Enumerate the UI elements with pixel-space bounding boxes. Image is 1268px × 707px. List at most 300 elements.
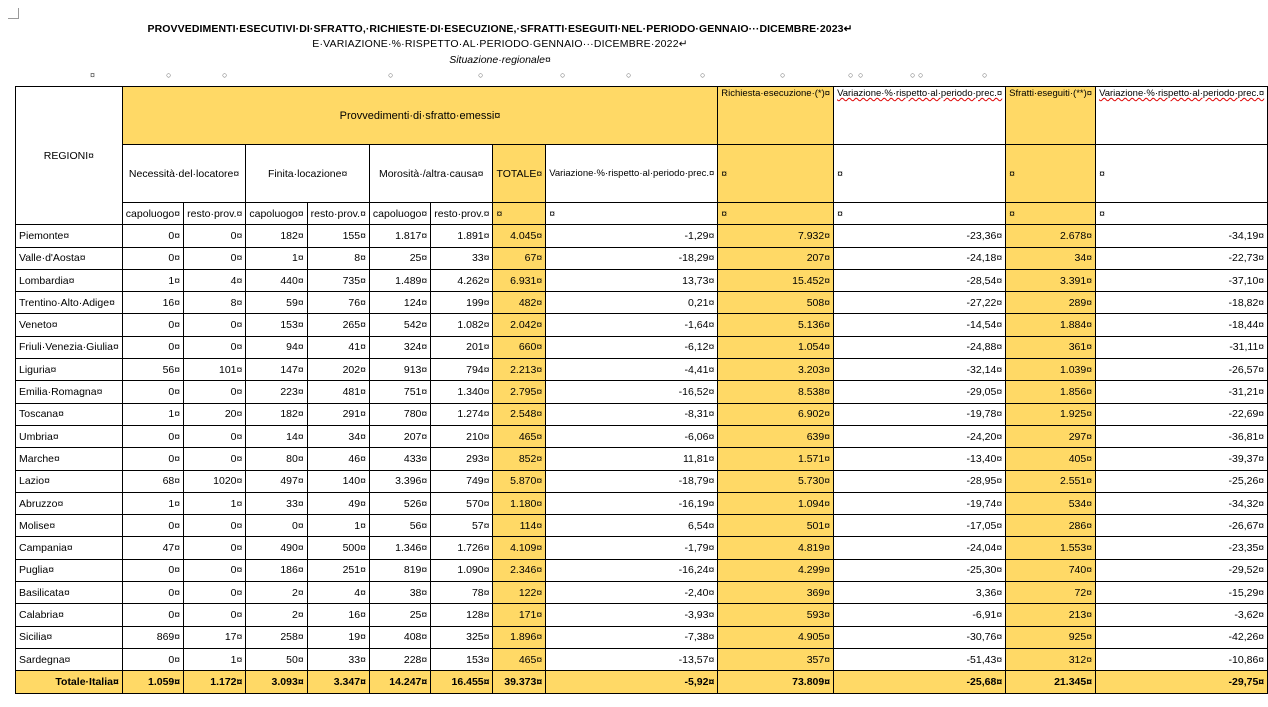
cell-mr: 4.262¤ <box>431 269 493 291</box>
document-header <box>0 22 1000 68</box>
eviction-table-container <box>15 86 1268 694</box>
cell-nr: 1020¤ <box>184 470 246 492</box>
cell-fr: 16¤ <box>307 604 369 626</box>
cell-tot: 1.896¤ <box>493 626 546 648</box>
cell-se: 925¤ <box>1006 626 1096 648</box>
cell-ri: 4.905¤ <box>718 626 834 648</box>
cell-ri: 4.299¤ <box>718 559 834 581</box>
cell-marker: ○ <box>626 70 632 80</box>
cell-nr: 0¤ <box>184 448 246 470</box>
cell-nc: 1¤ <box>122 492 183 514</box>
cell-mr: 128¤ <box>431 604 493 626</box>
header-provvedimenti: Provvedimenti·di·sfratto·emessi¤ <box>122 87 718 145</box>
cell-fr: 41¤ <box>307 336 369 358</box>
cell-vt: -16,24¤ <box>546 559 718 581</box>
cell-marker: ○ <box>560 70 566 80</box>
cell-vr: -19,78¤ <box>834 403 1006 425</box>
cell-nc: 0¤ <box>122 604 183 626</box>
cell-tot: 465¤ <box>493 425 546 447</box>
total-mr: 16.455¤ <box>431 671 493 693</box>
cell-vt: -16,52¤ <box>546 381 718 403</box>
document-subtitle: E·VARIAZIONE·%·RISPETTO·AL·PERIODO·GENNAIO···DICEMBRE·2022↵ <box>312 38 688 50</box>
cell-marker: ○ <box>858 70 864 80</box>
subheader-empty: ¤ <box>1096 203 1268 225</box>
cell-se: 740¤ <box>1006 559 1096 581</box>
document-section-label: Situazione·regionale¤ <box>449 54 551 66</box>
region-name: Emilia·Romagna¤ <box>16 381 123 403</box>
cell-mc: 207¤ <box>369 425 430 447</box>
subheader-resto-prov: resto·prov.¤ <box>307 203 369 225</box>
cell-fc: 182¤ <box>246 225 307 247</box>
cell-fr: 46¤ <box>307 448 369 470</box>
cell-se: 2.678¤ <box>1006 225 1096 247</box>
table-row <box>16 403 1268 425</box>
cell-mr: 570¤ <box>431 492 493 514</box>
cell-vt: -4,41¤ <box>546 359 718 381</box>
cell-nc: 1¤ <box>122 269 183 291</box>
cell-vr: -19,74¤ <box>834 492 1006 514</box>
cell-vs: -3,62¤ <box>1096 604 1268 626</box>
document-title: PROVVEDIMENTI·ESECUTIVI·DI·SFRATTO,·RICHIESTE·DI·ESECUZIONE,·SFRATTI·ESEGUITI·NEL·PERIODO·GENNAIO···DICEMBRE·2023↵ <box>147 23 853 35</box>
cell-ri: 369¤ <box>718 582 834 604</box>
cell-vr: -24,18¤ <box>834 247 1006 269</box>
cell-nc: 0¤ <box>122 559 183 581</box>
cell-mc: 751¤ <box>369 381 430 403</box>
header-empty-cell: ¤ <box>718 145 834 203</box>
cell-nr: 0¤ <box>184 559 246 581</box>
cell-nc: 0¤ <box>122 648 183 670</box>
table-row <box>16 314 1268 336</box>
cell-tot: 852¤ <box>493 448 546 470</box>
cell-nr: 0¤ <box>184 515 246 537</box>
region-name: Campania¤ <box>16 537 123 559</box>
total-vr: -25,68¤ <box>834 671 1006 693</box>
table-row <box>16 247 1268 269</box>
cell-fr: 4¤ <box>307 582 369 604</box>
cell-fr: 202¤ <box>307 359 369 381</box>
table-row <box>16 292 1268 314</box>
cell-mc: 1.489¤ <box>369 269 430 291</box>
cell-tot: 114¤ <box>493 515 546 537</box>
cell-fc: 147¤ <box>246 359 307 381</box>
header-variazione-sfratti <box>1096 87 1268 145</box>
cell-fc: 2¤ <box>246 604 307 626</box>
cell-fr: 76¤ <box>307 292 369 314</box>
total-label: Totale·Italia¤ <box>16 671 123 693</box>
region-name: Calabria¤ <box>16 604 123 626</box>
cell-fr: 265¤ <box>307 314 369 336</box>
cell-vt: -7,38¤ <box>546 626 718 648</box>
cell-tot: 122¤ <box>493 582 546 604</box>
cell-vr: -6,91¤ <box>834 604 1006 626</box>
total-fc: 3.093¤ <box>246 671 307 693</box>
cell-tot: 482¤ <box>493 292 546 314</box>
cell-fr: 735¤ <box>307 269 369 291</box>
cell-se: 361¤ <box>1006 336 1096 358</box>
cell-vs: -26,67¤ <box>1096 515 1268 537</box>
table-row <box>16 425 1268 447</box>
cell-mc: 1.817¤ <box>369 225 430 247</box>
cell-nr: 20¤ <box>184 403 246 425</box>
cell-vt: -16,19¤ <box>546 492 718 514</box>
cell-ri: 508¤ <box>718 292 834 314</box>
table-row <box>16 359 1268 381</box>
cell-fr: 500¤ <box>307 537 369 559</box>
cell-se: 2.551¤ <box>1006 470 1096 492</box>
cell-tot: 2.346¤ <box>493 559 546 581</box>
cell-ri: 6.902¤ <box>718 403 834 425</box>
cell-tot: 67¤ <box>493 247 546 269</box>
cell-nr: 101¤ <box>184 359 246 381</box>
cell-fc: 0¤ <box>246 515 307 537</box>
cell-tot: 660¤ <box>493 336 546 358</box>
cell-nc: 16¤ <box>122 292 183 314</box>
cell-mr: 1.082¤ <box>431 314 493 336</box>
cell-nr: 0¤ <box>184 247 246 269</box>
cell-ri: 5.136¤ <box>718 314 834 336</box>
cell-tot: 6.931¤ <box>493 269 546 291</box>
cell-ri: 639¤ <box>718 425 834 447</box>
cell-ri: 4.819¤ <box>718 537 834 559</box>
cell-vs: -34,32¤ <box>1096 492 1268 514</box>
cell-mc: 25¤ <box>369 604 430 626</box>
cell-fc: 94¤ <box>246 336 307 358</box>
cell-vt: 11,81¤ <box>546 448 718 470</box>
region-name: Trentino·Alto·Adige¤ <box>16 292 123 314</box>
cell-vr: -25,30¤ <box>834 559 1006 581</box>
cell-se: 72¤ <box>1006 582 1096 604</box>
cell-ri: 3.203¤ <box>718 359 834 381</box>
cell-tot: 4.045¤ <box>493 225 546 247</box>
cell-nc: 0¤ <box>122 247 183 269</box>
subheader-empty: ¤ <box>834 203 1006 225</box>
cell-tot: 2.548¤ <box>493 403 546 425</box>
cell-mc: 780¤ <box>369 403 430 425</box>
cell-vt: -6,12¤ <box>546 336 718 358</box>
cell-vr: -24,20¤ <box>834 425 1006 447</box>
cell-vt: 13,73¤ <box>546 269 718 291</box>
cell-mr: 749¤ <box>431 470 493 492</box>
cell-nr: 0¤ <box>184 604 246 626</box>
cell-vs: -10,86¤ <box>1096 648 1268 670</box>
total-vt: -5,92¤ <box>546 671 718 693</box>
table-row <box>16 448 1268 470</box>
cell-vt: -1,79¤ <box>546 537 718 559</box>
cell-vt: -1,29¤ <box>546 225 718 247</box>
subheader-resto-prov: resto·prov.¤ <box>431 203 493 225</box>
cell-mc: 526¤ <box>369 492 430 514</box>
cell-vs: -31,11¤ <box>1096 336 1268 358</box>
subheader-capoluogo: capoluogo¤ <box>246 203 307 225</box>
cell-vs: -37,10¤ <box>1096 269 1268 291</box>
cell-vs: -15,29¤ <box>1096 582 1268 604</box>
cell-marker: ○ <box>478 70 484 80</box>
cell-tot: 2.042¤ <box>493 314 546 336</box>
header-regioni: REGIONI¤ <box>16 87 123 225</box>
cell-vs: -31,21¤ <box>1096 381 1268 403</box>
table-row <box>16 559 1268 581</box>
cell-vt: 0,21¤ <box>546 292 718 314</box>
cell-fc: 80¤ <box>246 448 307 470</box>
cell-se: 312¤ <box>1006 648 1096 670</box>
cell-fc: 1¤ <box>246 247 307 269</box>
cell-vt: -13,57¤ <box>546 648 718 670</box>
cell-se: 1.553¤ <box>1006 537 1096 559</box>
cell-marker: ○ <box>780 70 786 80</box>
cell-fr: 155¤ <box>307 225 369 247</box>
region-name: Sicilia¤ <box>16 626 123 648</box>
cell-ri: 7.932¤ <box>718 225 834 247</box>
cell-marker: ○ <box>700 70 706 80</box>
cell-se: 286¤ <box>1006 515 1096 537</box>
cell-fc: 14¤ <box>246 425 307 447</box>
cell-ri: 357¤ <box>718 648 834 670</box>
cell-mr: 153¤ <box>431 648 493 670</box>
cell-nc: 68¤ <box>122 470 183 492</box>
table-row <box>16 225 1268 247</box>
cell-nc: 0¤ <box>122 314 183 336</box>
cell-mc: 1.346¤ <box>369 537 430 559</box>
header-finita-locazione: Finita·locazione¤ <box>246 145 370 203</box>
cell-nc: 0¤ <box>122 448 183 470</box>
cell-nc: 0¤ <box>122 582 183 604</box>
cell-marker: ¤ <box>90 70 96 80</box>
total-vs: -29,75¤ <box>1096 671 1268 693</box>
cell-nc: 0¤ <box>122 225 183 247</box>
table-row <box>16 582 1268 604</box>
cell-nr: 0¤ <box>184 314 246 336</box>
cell-mc: 819¤ <box>369 559 430 581</box>
cell-vr: -28,54¤ <box>834 269 1006 291</box>
cell-mr: 1.340¤ <box>431 381 493 403</box>
cell-fr: 251¤ <box>307 559 369 581</box>
cell-tot: 2.795¤ <box>493 381 546 403</box>
table-row <box>16 269 1268 291</box>
cell-marker: ○ <box>848 70 854 80</box>
cell-nc: 56¤ <box>122 359 183 381</box>
cell-vr: -30,76¤ <box>834 626 1006 648</box>
cell-nr: 8¤ <box>184 292 246 314</box>
cell-nr: 1¤ <box>184 492 246 514</box>
cell-vs: -34,19¤ <box>1096 225 1268 247</box>
cell-mr: 1.726¤ <box>431 537 493 559</box>
cell-mc: 228¤ <box>369 648 430 670</box>
cell-fr: 34¤ <box>307 425 369 447</box>
cell-fr: 8¤ <box>307 247 369 269</box>
cell-fc: 440¤ <box>246 269 307 291</box>
region-name: Lazio¤ <box>16 470 123 492</box>
cell-mc: 433¤ <box>369 448 430 470</box>
table-row <box>16 515 1268 537</box>
header-empty-cell: ¤ <box>1096 145 1268 203</box>
cell-nc: 869¤ <box>122 626 183 648</box>
cell-vt: -18,29¤ <box>546 247 718 269</box>
header-richiesta-esecuzione: Richiesta·esecuzione·(*)¤ <box>718 87 834 145</box>
column-marker-row <box>0 70 1000 84</box>
total-mc: 14.247¤ <box>369 671 430 693</box>
total-fr: 3.347¤ <box>307 671 369 693</box>
header-morosita: Morosità·/altra·causa¤ <box>369 145 493 203</box>
cell-vs: -25,26¤ <box>1096 470 1268 492</box>
header-sfratti-eseguiti: Sfratti·eseguiti·(**)¤ <box>1006 87 1096 145</box>
cell-mr: 325¤ <box>431 626 493 648</box>
cell-vs: -18,44¤ <box>1096 314 1268 336</box>
cell-se: 213¤ <box>1006 604 1096 626</box>
cell-tot: 2.213¤ <box>493 359 546 381</box>
cell-marker: ○ <box>222 70 228 80</box>
cell-tot: 5.870¤ <box>493 470 546 492</box>
header-variazione-richiesta-text: Variazione·%·rispetto·al·periodo·prec.¤ <box>837 88 1003 99</box>
cell-nr: 0¤ <box>184 381 246 403</box>
cell-fc: 182¤ <box>246 403 307 425</box>
header-empty-cell: ¤ <box>1006 145 1096 203</box>
cell-vr: -28,95¤ <box>834 470 1006 492</box>
table-row <box>16 336 1268 358</box>
region-name: Valle·d'Aosta¤ <box>16 247 123 269</box>
cell-mr: 293¤ <box>431 448 493 470</box>
cell-fc: 153¤ <box>246 314 307 336</box>
cell-mr: 199¤ <box>431 292 493 314</box>
region-name: Sardegna¤ <box>16 648 123 670</box>
table-row <box>16 470 1268 492</box>
header-totale: TOTALE¤ <box>493 145 546 203</box>
total-tot: 39.373¤ <box>493 671 546 693</box>
cell-mr: 210¤ <box>431 425 493 447</box>
table-row <box>16 604 1268 626</box>
cell-se: 297¤ <box>1006 425 1096 447</box>
header-variazione-totale: Variazione·%·rispetto·al·periodo·prec.¤ <box>546 145 718 203</box>
table-row <box>16 626 1268 648</box>
header-empty-cell: ¤ <box>834 145 1006 203</box>
cell-vr: -32,14¤ <box>834 359 1006 381</box>
subheader-resto-prov: resto·prov.¤ <box>184 203 246 225</box>
cell-mr: 78¤ <box>431 582 493 604</box>
cell-mc: 408¤ <box>369 626 430 648</box>
subheader-capoluogo: capoluogo¤ <box>369 203 430 225</box>
total-ri: 73.809¤ <box>718 671 834 693</box>
cell-vr: -24,04¤ <box>834 537 1006 559</box>
cell-fc: 59¤ <box>246 292 307 314</box>
cell-vr: -27,22¤ <box>834 292 1006 314</box>
cell-mr: 57¤ <box>431 515 493 537</box>
region-name: Puglia¤ <box>16 559 123 581</box>
table-row <box>16 381 1268 403</box>
cell-vs: -39,37¤ <box>1096 448 1268 470</box>
cell-vr: -13,40¤ <box>834 448 1006 470</box>
cell-vt: -2,40¤ <box>546 582 718 604</box>
cell-marker: ○ <box>166 70 172 80</box>
cell-ri: 15.452¤ <box>718 269 834 291</box>
cell-fr: 19¤ <box>307 626 369 648</box>
cell-nr: 0¤ <box>184 336 246 358</box>
table-row <box>16 492 1268 514</box>
cell-mc: 324¤ <box>369 336 430 358</box>
cell-se: 1.039¤ <box>1006 359 1096 381</box>
eviction-table <box>15 86 1268 694</box>
cell-mr: 201¤ <box>431 336 493 358</box>
total-nc: 1.059¤ <box>122 671 183 693</box>
cell-vs: -22,73¤ <box>1096 247 1268 269</box>
region-name: Piemonte¤ <box>16 225 123 247</box>
cell-vt: 6,54¤ <box>546 515 718 537</box>
cell-se: 1.925¤ <box>1006 403 1096 425</box>
cell-vr: -24,88¤ <box>834 336 1006 358</box>
cell-marker: ○ <box>910 70 916 80</box>
region-name: Basilicata¤ <box>16 582 123 604</box>
cell-ri: 5.730¤ <box>718 470 834 492</box>
cell-vr: 3,36¤ <box>834 582 1006 604</box>
cell-nc: 47¤ <box>122 537 183 559</box>
cell-vr: -17,05¤ <box>834 515 1006 537</box>
cell-mc: 3.396¤ <box>369 470 430 492</box>
cell-vs: -18,82¤ <box>1096 292 1268 314</box>
region-name: Marche¤ <box>16 448 123 470</box>
subheader-empty: ¤ <box>718 203 834 225</box>
cell-ri: 1.094¤ <box>718 492 834 514</box>
cell-vs: -29,52¤ <box>1096 559 1268 581</box>
cell-mr: 1.891¤ <box>431 225 493 247</box>
cell-nc: 0¤ <box>122 425 183 447</box>
cell-nr: 0¤ <box>184 425 246 447</box>
cell-ri: 501¤ <box>718 515 834 537</box>
cell-tot: 4.109¤ <box>493 537 546 559</box>
cell-nc: 0¤ <box>122 381 183 403</box>
cell-se: 1.856¤ <box>1006 381 1096 403</box>
cell-vt: -18,79¤ <box>546 470 718 492</box>
cell-vr: -23,36¤ <box>834 225 1006 247</box>
cell-nc: 0¤ <box>122 515 183 537</box>
cell-tot: 1.180¤ <box>493 492 546 514</box>
cell-vt: -8,31¤ <box>546 403 718 425</box>
cell-vs: -42,26¤ <box>1096 626 1268 648</box>
table-row <box>16 537 1268 559</box>
cell-vt: -3,93¤ <box>546 604 718 626</box>
total-nr: 1.172¤ <box>184 671 246 693</box>
cell-mc: 56¤ <box>369 515 430 537</box>
cell-nc: 0¤ <box>122 336 183 358</box>
cell-vs: -22,69¤ <box>1096 403 1268 425</box>
region-name: Friuli·Venezia·Giulia¤ <box>16 336 123 358</box>
cell-mc: 124¤ <box>369 292 430 314</box>
header-variazione-richiesta <box>834 87 1006 145</box>
cell-mr: 1.274¤ <box>431 403 493 425</box>
cell-fr: 33¤ <box>307 648 369 670</box>
cell-fc: 50¤ <box>246 648 307 670</box>
cell-vr: -29,05¤ <box>834 381 1006 403</box>
cell-fr: 1¤ <box>307 515 369 537</box>
page-corner-mark <box>8 8 19 19</box>
cell-nr: 0¤ <box>184 225 246 247</box>
subheader-empty: ¤ <box>546 203 718 225</box>
cell-marker: ○ <box>918 70 924 80</box>
region-name: Toscana¤ <box>16 403 123 425</box>
cell-ri: 1.054¤ <box>718 336 834 358</box>
cell-nr: 0¤ <box>184 582 246 604</box>
cell-mc: 913¤ <box>369 359 430 381</box>
cell-nr: 4¤ <box>184 269 246 291</box>
cell-ri: 1.571¤ <box>718 448 834 470</box>
cell-vs: -26,57¤ <box>1096 359 1268 381</box>
cell-mc: 25¤ <box>369 247 430 269</box>
cell-fc: 223¤ <box>246 381 307 403</box>
region-name: Lombardia¤ <box>16 269 123 291</box>
cell-se: 405¤ <box>1006 448 1096 470</box>
cell-fr: 481¤ <box>307 381 369 403</box>
cell-vs: -23,35¤ <box>1096 537 1268 559</box>
cell-ri: 8.538¤ <box>718 381 834 403</box>
cell-vr: -14,54¤ <box>834 314 1006 336</box>
cell-vt: -6,06¤ <box>546 425 718 447</box>
